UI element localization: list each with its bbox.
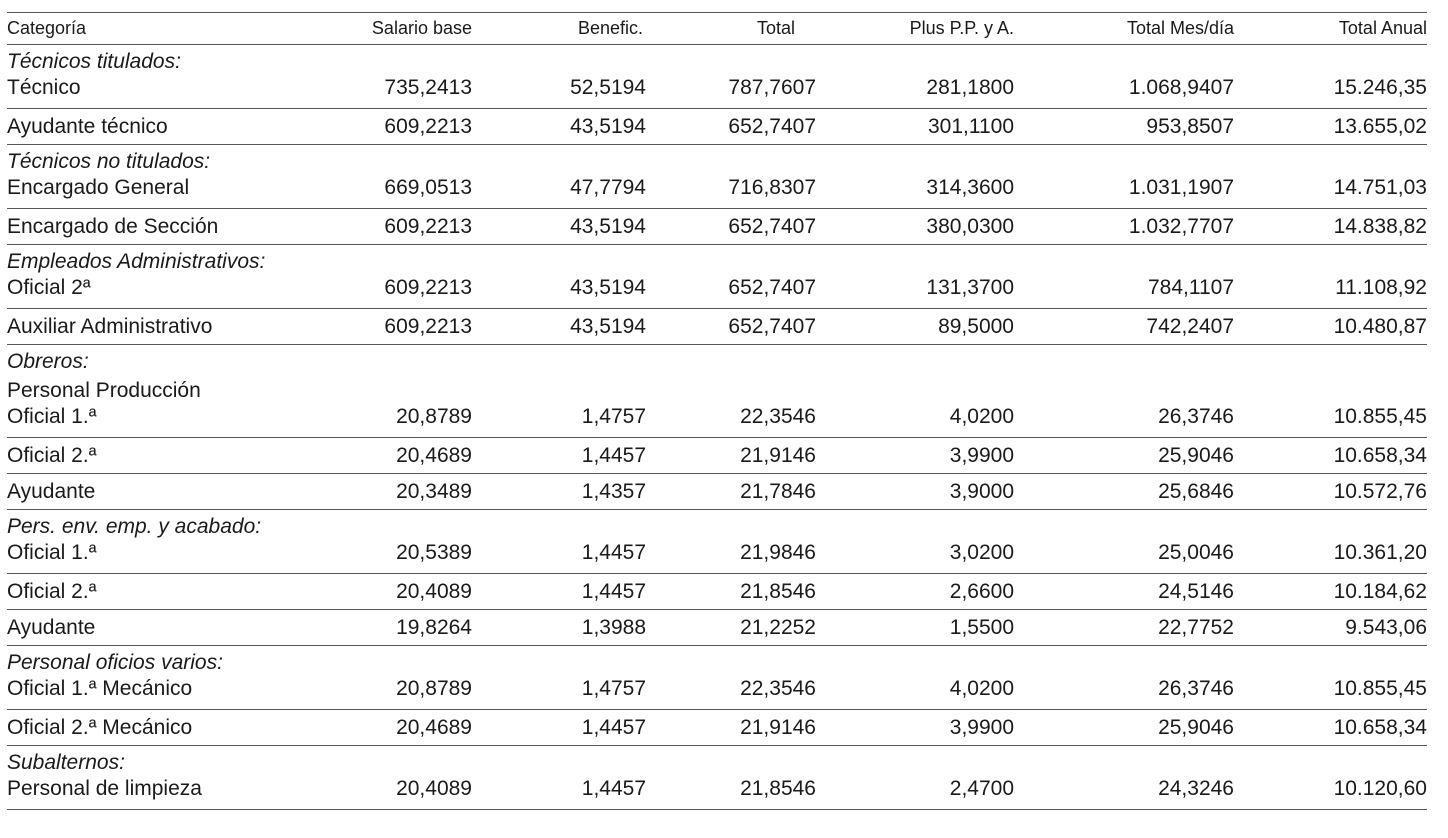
benefic-cell: 43,5194 — [472, 273, 649, 309]
total-anual-cell: 10.658,34 — [1234, 710, 1427, 746]
total-anual-cell: 10.361,20 — [1234, 538, 1427, 574]
benefic-cell — [472, 510, 649, 538]
total-mes-dia-cell — [1014, 510, 1234, 538]
table-row — [7, 474, 1427, 510]
salario-base-cell: 20,8789 — [363, 402, 472, 438]
total-mes-dia-cell: 25,9046 — [1014, 710, 1234, 746]
column-header-categoria: Categoría — [7, 13, 363, 45]
total-cell: 21,9146 — [649, 710, 822, 746]
total-cell — [649, 145, 822, 173]
total-cell: 21,7846 — [649, 474, 822, 510]
category-cell: Ayudante — [7, 610, 363, 646]
benefic-cell — [472, 646, 649, 674]
total-anual-cell: 10.480,87 — [1234, 309, 1427, 345]
total-mes-dia-cell — [1014, 245, 1234, 273]
salario-base-cell — [363, 145, 472, 173]
table-row — [7, 402, 1427, 438]
total-anual-cell — [1234, 746, 1427, 774]
group-label: Subalternos: — [7, 750, 125, 774]
table-row — [7, 309, 1427, 345]
group-header-row — [7, 45, 1427, 73]
total-mes-dia-cell: 784,1107 — [1014, 273, 1234, 309]
category-cell: Personal de limpieza — [7, 774, 363, 810]
total-mes-dia-cell — [1014, 345, 1234, 373]
category-cell: Oficial 2.ª — [7, 574, 363, 610]
total-cell — [649, 245, 822, 273]
benefic-cell: 1,4457 — [472, 774, 649, 810]
group-label: Técnicos no titulados: — [7, 149, 211, 173]
total-anual-cell: 10.855,45 — [1234, 402, 1427, 438]
total-cell: 21,9846 — [649, 538, 822, 574]
total-anual-cell: 14.751,03 — [1234, 173, 1427, 209]
salario-base-cell: 669,0513 — [363, 173, 472, 209]
total-cell — [649, 345, 822, 373]
group-header-row — [7, 245, 1427, 273]
category-cell: Encargado General — [7, 173, 363, 209]
plus-cell — [822, 345, 1014, 373]
benefic-cell — [472, 373, 649, 402]
salario-base-cell: 735,2413 — [363, 73, 472, 109]
total-cell: 716,8307 — [649, 173, 822, 209]
total-mes-dia-cell: 742,2407 — [1014, 309, 1234, 345]
column-header-salario-base: Salario base — [363, 13, 472, 45]
plus-cell — [822, 746, 1014, 774]
total-mes-dia-cell: 22,7752 — [1014, 610, 1234, 646]
column-header-benefic: Benefic. — [472, 13, 649, 45]
salario-base-cell: 20,3489 — [363, 474, 472, 510]
header-row — [7, 13, 1427, 45]
total-anual-cell: 10.120,60 — [1234, 774, 1427, 810]
benefic-cell: 1,4457 — [472, 710, 649, 746]
plus-cell: 281,1800 — [822, 73, 1014, 109]
group-label: Empleados Administrativos: — [7, 249, 266, 273]
plus-cell: 2,4700 — [822, 774, 1014, 810]
plus-cell: 4,0200 — [822, 402, 1014, 438]
salario-base-cell — [363, 345, 472, 373]
table-row — [7, 73, 1427, 109]
plus-cell: 131,3700 — [822, 273, 1014, 309]
salario-base-cell — [363, 510, 472, 538]
group-label: Pers. env. emp. y acabado: — [7, 514, 262, 538]
group-header-row — [7, 145, 1427, 173]
total-mes-dia-cell: 25,9046 — [1014, 438, 1234, 474]
total-mes-dia-cell: 25,6846 — [1014, 474, 1234, 510]
table-row — [7, 610, 1427, 646]
total-mes-dia-cell — [1014, 45, 1234, 73]
salario-base-cell — [363, 45, 472, 73]
table-row — [7, 674, 1427, 710]
total-mes-dia-cell: 26,3746 — [1014, 674, 1234, 710]
total-anual-cell — [1234, 510, 1427, 538]
table-row — [7, 209, 1427, 245]
category-cell: Encargado de Sección — [7, 209, 363, 245]
total-cell: 787,7607 — [649, 73, 822, 109]
benefic-cell: 47,7794 — [472, 173, 649, 209]
plus-cell — [822, 245, 1014, 273]
category-cell: Oficial 2ª — [7, 273, 363, 309]
total-mes-dia-cell: 25,0046 — [1014, 538, 1234, 574]
salario-base-cell: 609,2213 — [363, 109, 472, 145]
benefic-cell: 1,4757 — [472, 674, 649, 710]
table-header — [7, 13, 1427, 45]
group-header-row — [7, 746, 1427, 774]
total-anual-cell — [1234, 145, 1427, 173]
total-anual-cell: 13.655,02 — [1234, 109, 1427, 145]
group-header-row — [7, 345, 1427, 373]
plus-cell — [822, 510, 1014, 538]
plus-cell — [822, 45, 1014, 73]
total-mes-dia-cell: 1.031,1907 — [1014, 173, 1234, 209]
benefic-cell: 43,5194 — [472, 309, 649, 345]
table-row — [7, 710, 1427, 746]
plus-cell: 301,1100 — [822, 109, 1014, 145]
total-cell: 21,8546 — [649, 574, 822, 610]
plus-cell: 3,9000 — [822, 474, 1014, 510]
salario-base-cell: 20,4089 — [363, 774, 472, 810]
category-cell: Oficial 2.ª — [7, 438, 363, 474]
category-cell: Auxiliar Administrativo — [7, 309, 363, 345]
salario-base-cell: 19,8264 — [363, 610, 472, 646]
salario-base-cell: 20,8789 — [363, 674, 472, 710]
total-cell — [649, 646, 822, 674]
plus-cell — [822, 145, 1014, 173]
plus-cell — [822, 646, 1014, 674]
benefic-cell — [472, 746, 649, 774]
total-anual-cell — [1234, 245, 1427, 273]
column-header-total-anual: Total Anual — [1234, 13, 1427, 45]
total-mes-dia-cell: 953,8507 — [1014, 109, 1234, 145]
salario-base-cell — [363, 646, 472, 674]
salario-base-cell — [363, 245, 472, 273]
total-cell: 652,7407 — [649, 209, 822, 245]
total-anual-cell: 10.572,76 — [1234, 474, 1427, 510]
group-label: Obreros: — [7, 349, 89, 373]
group-header-row — [7, 646, 1427, 674]
salario-base-cell: 20,4689 — [363, 438, 472, 474]
total-anual-cell — [1234, 646, 1427, 674]
table-body — [7, 45, 1427, 810]
total-mes-dia-cell — [1014, 145, 1234, 173]
category-cell: Oficial 2.ª Mecánico — [7, 710, 363, 746]
group-label: Personal oficios varios: — [7, 650, 223, 674]
subgroup-header-row — [7, 373, 1427, 402]
total-anual-cell — [1234, 45, 1427, 73]
plus-cell: 3,9900 — [822, 710, 1014, 746]
total-cell: 652,7407 — [649, 273, 822, 309]
total-mes-dia-cell: 1.068,9407 — [1014, 73, 1234, 109]
total-anual-cell: 10.855,45 — [1234, 674, 1427, 710]
salario-base-cell: 609,2213 — [363, 273, 472, 309]
benefic-cell — [472, 245, 649, 273]
total-cell: 21,8546 — [649, 774, 822, 810]
benefic-cell: 1,4357 — [472, 474, 649, 510]
plus-cell: 1,5500 — [822, 610, 1014, 646]
total-cell: 21,2252 — [649, 610, 822, 646]
total-anual-cell: 15.246,35 — [1234, 73, 1427, 109]
plus-cell: 314,3600 — [822, 173, 1014, 209]
total-mes-dia-cell: 24,5146 — [1014, 574, 1234, 610]
benefic-cell: 1,4757 — [472, 402, 649, 438]
benefic-cell: 52,5194 — [472, 73, 649, 109]
salario-base-cell: 609,2213 — [363, 309, 472, 345]
table-row — [7, 774, 1427, 810]
total-mes-dia-cell — [1014, 746, 1234, 774]
table-row — [7, 538, 1427, 574]
benefic-cell: 1,3988 — [472, 610, 649, 646]
category-cell: Ayudante técnico — [7, 109, 363, 145]
total-cell: 22,3546 — [649, 674, 822, 710]
total-mes-dia-cell: 26,3746 — [1014, 402, 1234, 438]
table-row — [7, 574, 1427, 610]
total-cell: 652,7407 — [649, 109, 822, 145]
category-cell: Oficial 1.ª — [7, 538, 363, 574]
total-anual-cell: 10.658,34 — [1234, 438, 1427, 474]
benefic-cell: 43,5194 — [472, 209, 649, 245]
salario-base-cell: 609,2213 — [363, 209, 472, 245]
benefic-cell — [472, 345, 649, 373]
category-cell: Oficial 1.ª Mecánico — [7, 674, 363, 710]
column-header-plus: Plus P.P. y A. — [822, 13, 1014, 45]
total-cell — [649, 510, 822, 538]
category-cell: Oficial 1.ª — [7, 402, 363, 438]
plus-cell: 3,9900 — [822, 438, 1014, 474]
table-row — [7, 173, 1427, 209]
benefic-cell: 1,4457 — [472, 538, 649, 574]
group-label: Técnicos titulados: — [7, 49, 181, 73]
salario-base-cell: 20,4689 — [363, 710, 472, 746]
total-cell — [649, 746, 822, 774]
benefic-cell — [472, 145, 649, 173]
plus-cell: 4,0200 — [822, 674, 1014, 710]
total-mes-dia-cell: 24,3246 — [1014, 774, 1234, 810]
salario-base-cell — [363, 746, 472, 774]
table-row — [7, 438, 1427, 474]
benefic-cell — [472, 45, 649, 73]
table-row — [7, 109, 1427, 145]
total-anual-cell: 14.838,82 — [1234, 209, 1427, 245]
subgroup-label: Personal Producción — [7, 378, 201, 402]
benefic-cell: 43,5194 — [472, 109, 649, 145]
total-anual-cell — [1234, 373, 1427, 402]
total-anual-cell: 9.543,06 — [1234, 610, 1427, 646]
plus-cell: 3,0200 — [822, 538, 1014, 574]
total-cell — [649, 45, 822, 73]
total-cell: 652,7407 — [649, 309, 822, 345]
plus-cell: 380,0300 — [822, 209, 1014, 245]
benefic-cell: 1,4457 — [472, 438, 649, 474]
total-mes-dia-cell — [1014, 646, 1234, 674]
total-anual-cell — [1234, 345, 1427, 373]
plus-cell: 2,6600 — [822, 574, 1014, 610]
category-cell: Técnico — [7, 73, 363, 109]
benefic-cell: 1,4457 — [472, 574, 649, 610]
plus-cell — [822, 373, 1014, 402]
salario-base-cell — [363, 373, 472, 402]
salario-base-cell: 20,4089 — [363, 574, 472, 610]
total-mes-dia-cell: 1.032,7707 — [1014, 209, 1234, 245]
total-cell: 22,3546 — [649, 402, 822, 438]
total-cell: 21,9146 — [649, 438, 822, 474]
column-header-total-mes-dia: Total Mes/día — [1014, 13, 1234, 45]
category-cell: Ayudante — [7, 474, 363, 510]
table-row — [7, 273, 1427, 309]
plus-cell: 89,5000 — [822, 309, 1014, 345]
column-header-total: Total — [649, 13, 822, 45]
total-anual-cell: 11.108,92 — [1234, 273, 1427, 309]
total-mes-dia-cell — [1014, 373, 1234, 402]
salario-base-cell: 20,5389 — [363, 538, 472, 574]
total-cell — [649, 373, 822, 402]
group-header-row — [7, 510, 1427, 538]
salary-table — [7, 12, 1427, 810]
total-anual-cell: 10.184,62 — [1234, 574, 1427, 610]
